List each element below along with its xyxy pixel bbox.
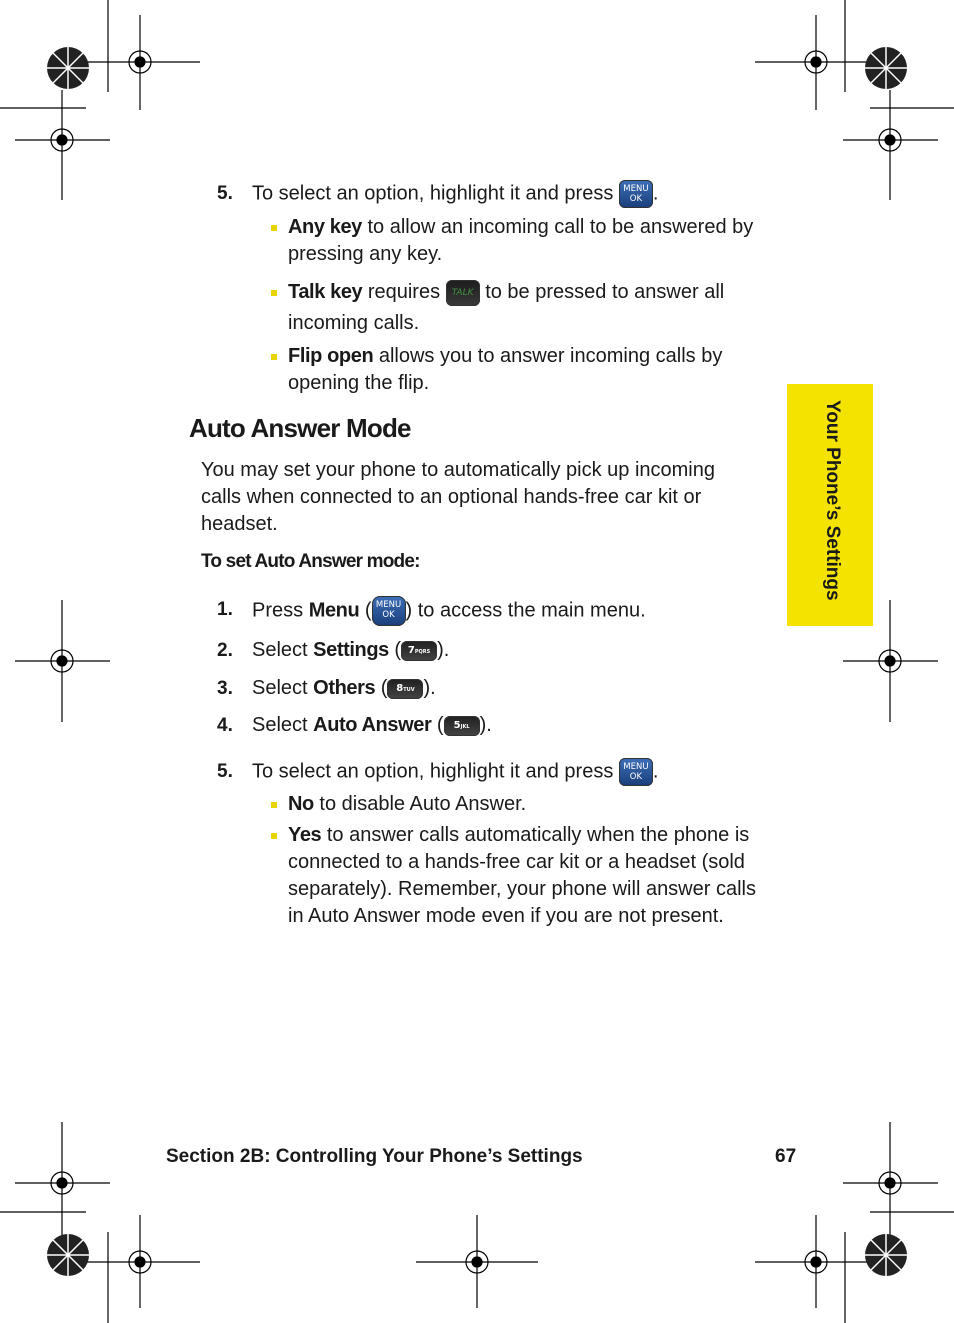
option-flip-open: Flip open allows you to answer incoming calls by opening the flip. [288,345,723,394]
intro-paragraph: You may set your phone to automatically pick up incoming calls when connected to an optional hands-free car kit or headset. [201,459,715,535]
menu-ok-key-icon: MENU OK [619,180,653,208]
procedure-title: To set Auto Answer mode: [201,551,420,572]
side-tab [787,384,873,626]
menu-ok-key-icon: MENU OK [372,596,406,626]
step-text: To select an option, highlight it and press [252,182,619,205]
key-8-icon: 8TUV [387,679,423,699]
talk-key-icon: TALK [446,280,480,306]
menu-ok-key-icon: MENU OK [619,758,653,786]
key-7-icon: 7PQRS [401,641,437,661]
page-number: 67 [775,1146,797,1167]
key-5-icon: 5JKL [444,716,480,736]
section-heading: Auto Answer Mode [189,413,411,443]
bullet-icon [271,354,277,360]
bullet-icon [271,290,277,296]
bullet-icon [271,802,277,808]
option-talk-key: Talk key requires TALK to be pressed to answer all [288,279,788,306]
footer-section: Section 2B: Controlling Your Phone’s Settings [166,1146,583,1167]
option-talk-key-line2: incoming calls. [288,312,420,334]
bullet-icon [271,833,277,839]
option-no: No to disable Auto Answer. [288,793,527,815]
option-yes: Yes to answer calls automatically when the phone is connected to a hands-free car kit or a headset (sold separately). Remember, your phone will answer calls in Auto Answer mode even if you are not present. [288,824,756,927]
option-any-key: Any key to allow an incoming call to be answered by pressing any key. [288,216,754,265]
bullet-icon [271,225,277,231]
side-tab-label: Your Phone’s Settings [822,400,843,601]
step-number: 5. [217,183,233,204]
